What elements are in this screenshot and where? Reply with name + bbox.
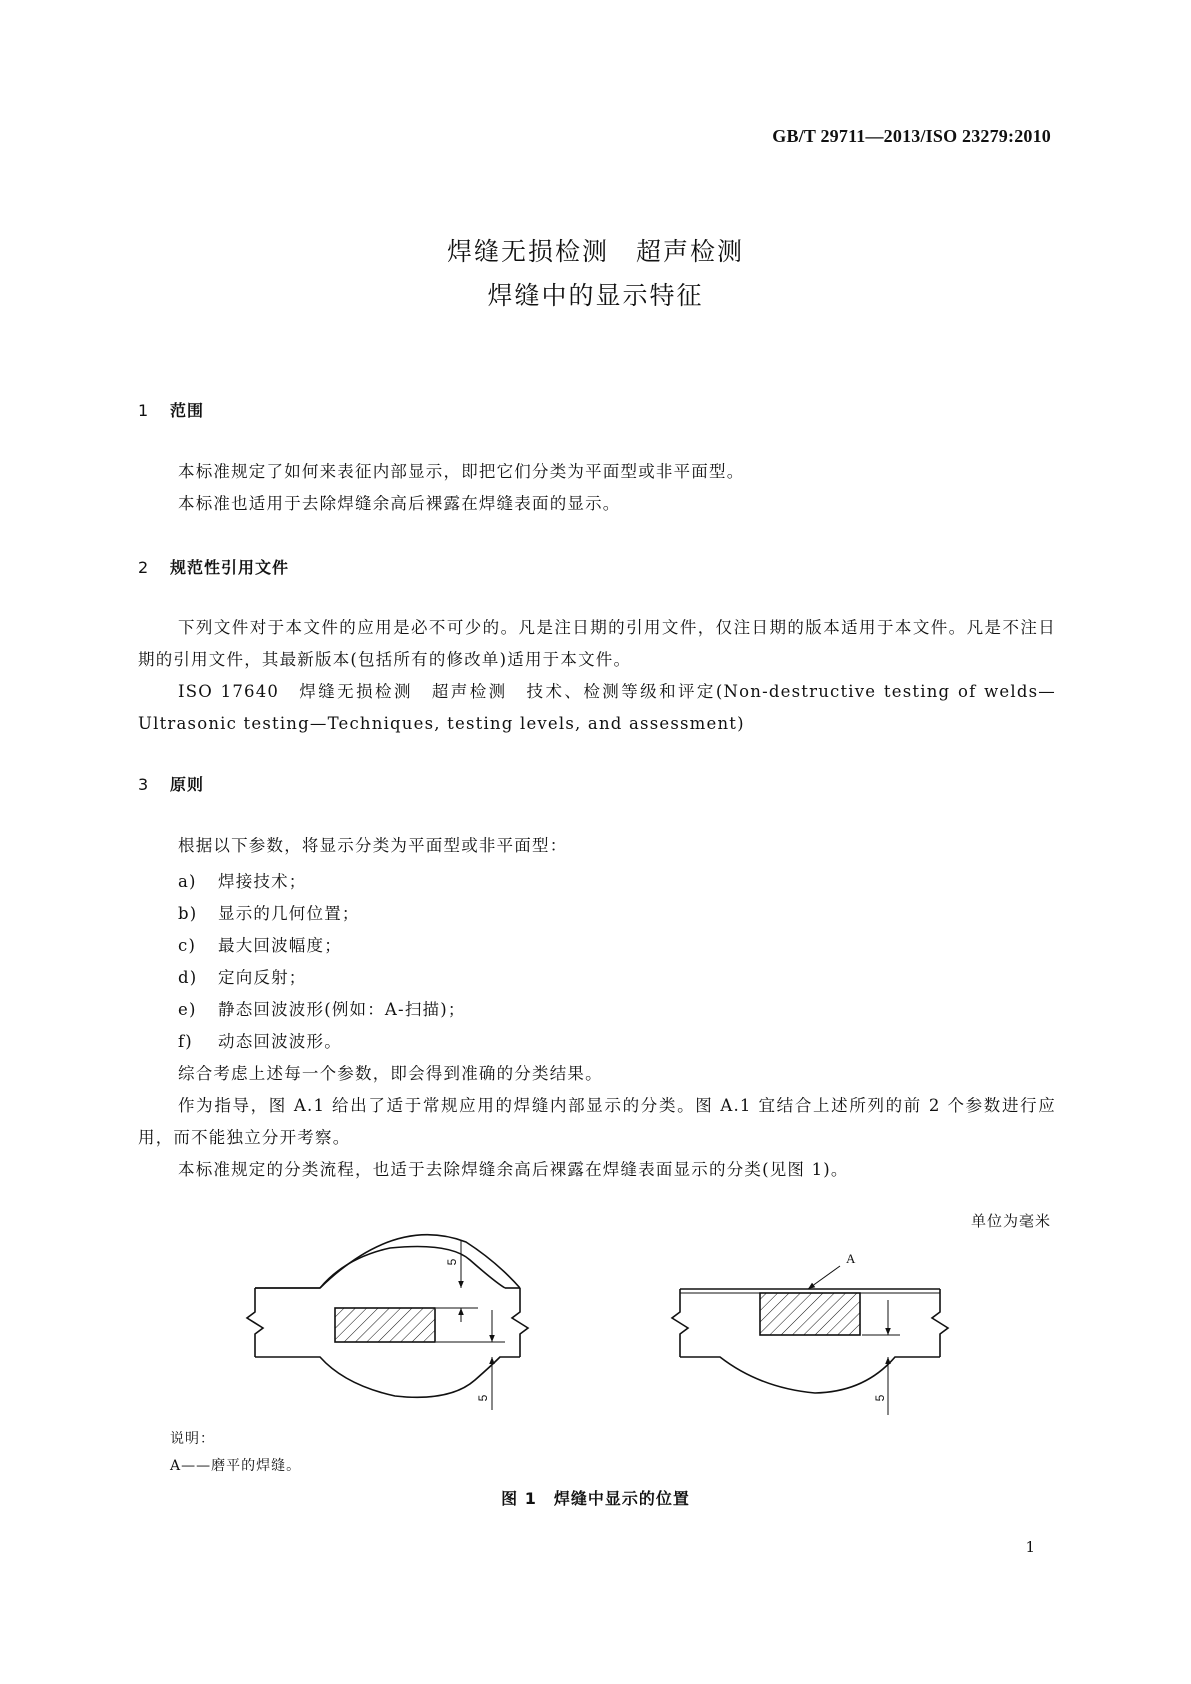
dimension-label: 5 — [476, 1394, 490, 1402]
document-title-line1: 焊缝无损检测 超声检测 — [446, 237, 744, 266]
page-number: 1 — [1025, 1538, 1035, 1556]
plate-top-outline — [255, 1235, 520, 1288]
plate-bottom-outline — [255, 1357, 520, 1397]
section-title: 规范性引用文件 — [170, 558, 290, 577]
plate-bottom-outline — [680, 1357, 940, 1393]
break-line-right — [932, 1289, 948, 1357]
list-item: b) 显示的几何位置； — [178, 904, 360, 923]
section-3-paragraph-2: 作为指导，图 A.1 给出了适于常规应用的焊缝内部显示的分类。图 A.1 宜结合上述所列的前 2 个参数进行应用，而不能独立分开考察。 — [138, 1096, 1056, 1147]
dimension-label: 5 — [873, 1394, 887, 1402]
section-1-paragraph-1: 本标准规定了如何来表征内部显示，即把它们分类为平面型或非平面型。 — [178, 462, 745, 481]
break-line-right — [512, 1288, 528, 1357]
section-3-paragraph-1: 综合考虑上述每一个参数，即会得到准确的分类结果。 — [178, 1064, 603, 1083]
section-title: 范围 — [170, 401, 205, 420]
indication-zone-hatched — [335, 1308, 435, 1342]
section-3-intro: 根据以下参数，将显示分类为平面型或非平面型： — [178, 836, 568, 855]
list-item: d) 定向反射； — [178, 968, 307, 987]
standard-code: GB/T 29711—2013/ISO 23279:2010 — [772, 126, 1051, 146]
list-item: c) 最大回波幅度； — [178, 936, 342, 955]
break-line-left — [672, 1289, 688, 1357]
section-title: 原则 — [170, 775, 205, 794]
dimension-label: 5 — [445, 1258, 459, 1266]
figure-caption: 图 1 焊缝中显示的位置 — [501, 1489, 690, 1508]
figure-legend-title: 说明： — [170, 1431, 215, 1447]
section-number: 1 — [138, 401, 150, 420]
section-number: 2 — [138, 558, 150, 577]
callout-label-a: A — [846, 1251, 856, 1266]
list-item: e) 静态回波波形(例如：A-扫描)； — [178, 1000, 466, 1019]
section-1-paragraph-2: 本标准也适用于去除焊缝余高后裸露在焊缝表面的显示。 — [178, 494, 621, 513]
document-title-line2: 焊缝中的显示特征 — [487, 281, 704, 310]
break-line-left — [247, 1288, 263, 1357]
figure-legend-item: A——磨平的焊缝。 — [170, 1458, 302, 1474]
section-2-paragraph-1: 下列文件对于本文件的应用是必不可少的。凡是注日期的引用文件，仅注日期的版本适用于本文件。凡是不注日期的引用文件，其最新版本(包括所有的修改单)适用于本文件。 — [138, 618, 1056, 669]
section-2-reference-iso17640: ISO 17640 焊缝无损检测 超声检测 技术、检测等级和评定(Non-destructive testing of welds—Ultrasonic testing—Techniques, testing levels, and assessment) — [138, 682, 1056, 733]
callout-leader-a — [808, 1266, 840, 1289]
list-item: f) 动态回波波形。 — [178, 1032, 342, 1051]
list-item: a) 焊接技术； — [178, 872, 307, 891]
indication-zone-hatched — [760, 1293, 860, 1335]
unit-note: 单位为毫米 — [970, 1212, 1051, 1230]
section-3-paragraph-3: 本标准规定的分类流程，也适于去除焊缝余高后裸露在焊缝表面显示的分类(见图 1)。 — [178, 1160, 849, 1179]
section-number: 3 — [138, 775, 150, 794]
